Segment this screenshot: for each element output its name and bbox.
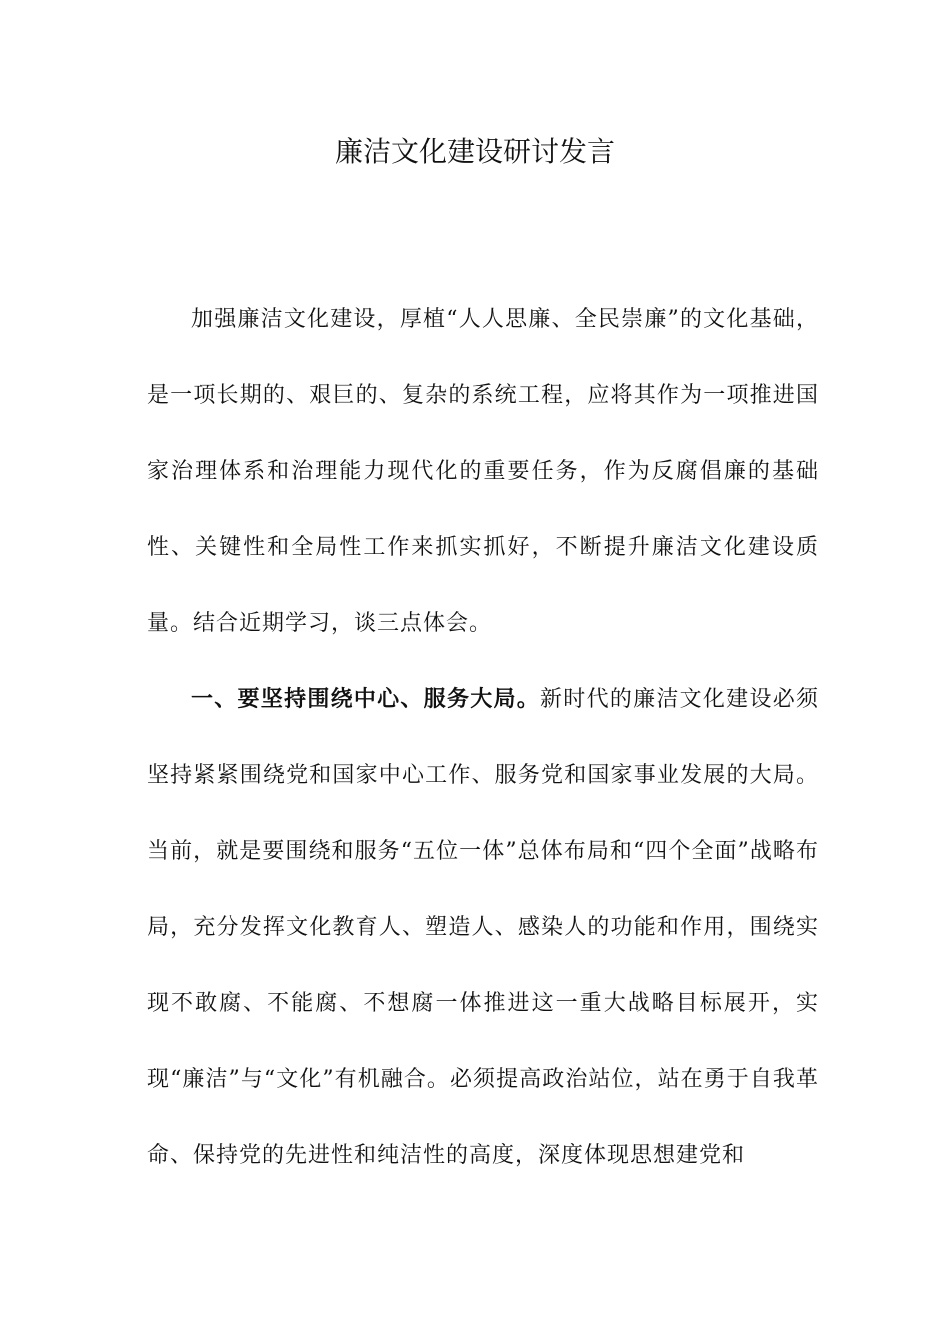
intro-paragraph-text: 加强廉洁文化建设，厚植“人人思廉、全民崇廉”的文化基础，是一项长期的、艰巨的、复杂的系统工程，应将其作为一项推进国家治理体系和治理能力现代化的重要任务，作为反腐倡廉的基础性、关键性和全局性工作来抓实抓好，不断提升廉洁文化建设质量。结合近期学习，谈三点体会。	[147, 307, 819, 636]
intro-paragraph	[147, 282, 819, 662]
document-title: 廉洁文化建设研讨发言	[334, 135, 615, 168]
section-one-heading: 一、要坚持围绕中心、服务大局。	[191, 687, 541, 712]
document-body	[147, 282, 819, 1194]
section-one-paragraph	[147, 662, 819, 1194]
section-one-text: 新时代的廉洁文化建设必须坚持紧紧围绕党和国家中心工作、服务党和国家事业发展的大局。当前，就是要围绕和服务“五位一体”总体布局和“四个全面”战略布局，充分发挥文化教育人、塑造人、感染人的功能和作用，围绕实现不敢腐、不能腐、不想腐一体推进这一重大战略目标展开，实现“廉洁”与“文化”有机融合。必须提高政治站位，站在勇于自我革命、保持党的先进性和纯洁性的高度，深度体现思想建党和	[147, 687, 819, 1168]
